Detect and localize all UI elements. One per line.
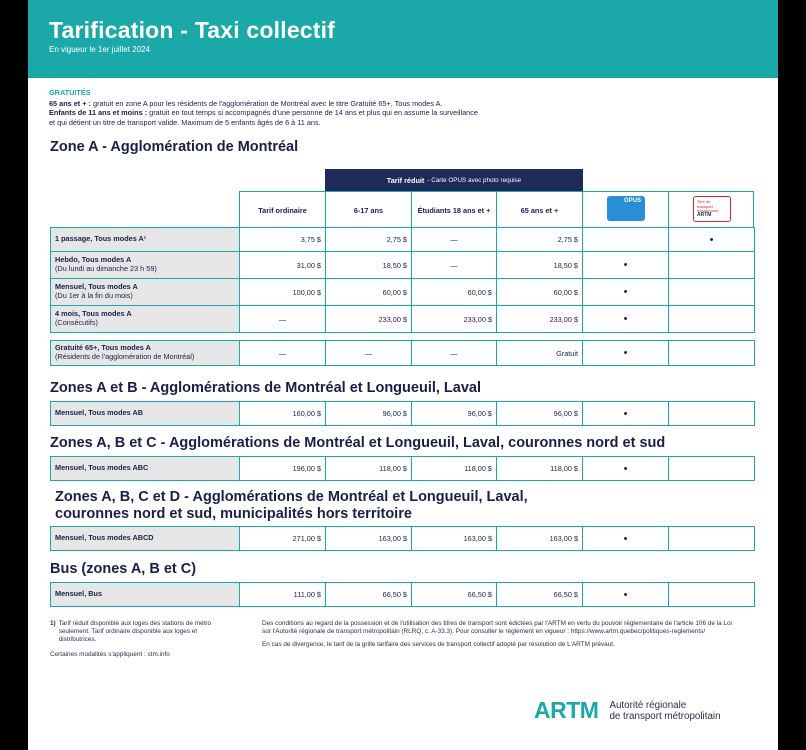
seniors-price: 163,00 $: [497, 527, 583, 551]
occasional-availability: [669, 402, 755, 426]
seniors-free-line: 65 ans et + : gratuit en zone A pour les résidents de l'agglomération de Montréal avec le titre Gratuité 65+, Tous modes A.: [49, 98, 443, 108]
regular-price: 31,00 $: [240, 252, 326, 279]
students-price: —: [412, 228, 497, 252]
students-price: 66,50 $: [412, 583, 497, 607]
legal-notes: [262, 620, 740, 650]
artm-logo-mark: ARTM: [534, 697, 599, 723]
regular-price: —: [240, 341, 326, 366]
age-price: 118,00 $: [326, 457, 412, 481]
occasional-availability: [669, 306, 755, 333]
zone-abcd-title: Zones A, B, C et D - Agglomérations de Montréal et Longueuil, Laval, couronnes nord et sud, municipalités hors territoire: [55, 489, 528, 522]
students-price: 60,00 $: [412, 279, 497, 306]
students-price: 163,00 $: [412, 527, 497, 551]
zone-abcd-table: [50, 526, 755, 551]
opus-availability: •: [583, 341, 669, 366]
seniors-price: 96,00 $: [497, 402, 583, 426]
reduced-fare-banner: Tarif réduit - Carte OPUS avec photo requise: [325, 169, 583, 191]
students-price: 96,00 $: [412, 402, 497, 426]
legal-text-1: Des conditions au regard de la possession et de l'utilisation des titres de transport sont édictées par l'ARTM en vertu du pouvoir réglementaire de l'article 106 de la Loi sur l'Autorité régionale de transport métropolitain (RLRQ, c. A-33.3). Pour consulter le règlement en vigueur : https://www.artm.quebec/politiques-reglements/: [262, 620, 732, 636]
table-row: [51, 527, 755, 551]
table-row: [51, 583, 755, 607]
seniors-price: 118,00 $: [497, 457, 583, 481]
table-row: [51, 341, 755, 366]
free-fares-section: [49, 88, 569, 127]
row-label: Mensuel, Tous modes AB: [51, 402, 240, 426]
bus-table: [50, 582, 755, 607]
row-label: Mensuel, Tous modes A (Du 1er à la fin du mois): [51, 279, 240, 306]
footnote-1: 1) Tarif réduit disponible aux loges des stations de métro seulement. Tarif ordinaire disponible aux loges et distributrices. Certaines modalités s'appliquent : stm.info: [50, 620, 230, 659]
students-price: —: [412, 341, 497, 366]
table-row: [51, 402, 755, 426]
zone-a-table: [50, 227, 755, 333]
col-regular: Tarif ordinaire: [258, 205, 307, 215]
occasional-availability: •: [669, 228, 755, 252]
header-banner: [28, 0, 778, 78]
row-label: Hebdo, Tous modes A (Du lundi au dimanche 23 h 59): [51, 252, 240, 279]
bus-title: Bus (zones A, B et C): [50, 561, 197, 577]
free-fares-title: GRATUITÉS: [49, 88, 91, 97]
opus-availability: •: [583, 402, 669, 426]
opus-card-icon: OPUS: [607, 196, 645, 221]
effective-date: En vigueur le 1er juillet 2024: [49, 45, 150, 54]
row-label: Mensuel, Tous modes ABC: [51, 457, 240, 481]
tariff-sheet: [28, 0, 778, 750]
seniors-price: 2,75 $: [497, 228, 583, 252]
artm-logo-text: Autorité régionale de transport métropolitain: [609, 699, 721, 722]
opus-availability: •: [583, 252, 669, 279]
opus-availability: •: [583, 457, 669, 481]
students-price: 233,00 $: [412, 306, 497, 333]
occasional-availability: [669, 583, 755, 607]
opus-availability: •: [583, 583, 669, 607]
regular-price: 160,00 $: [240, 402, 326, 426]
students-price: 118,00 $: [412, 457, 497, 481]
zone-abc-title: Zones A, B et C - Agglomérations de Montréal et Longueuil, Laval, couronnes nord et sud: [50, 435, 666, 451]
regular-price: 111,00 $: [240, 583, 326, 607]
regular-price: —: [240, 306, 326, 333]
free-seniors-table: [50, 340, 755, 366]
occasional-availability: [669, 252, 755, 279]
row-label: Gratuité 65+, Tous modes A (Résidents de l'agglomération de Montréal): [51, 341, 240, 366]
zone-ab-table: [50, 401, 755, 426]
seniors-price: 60,00 $: [497, 279, 583, 306]
footnote-2: Certaines modalités s'appliquent : stm.info: [50, 650, 170, 658]
age-price: 2,75 $: [326, 228, 412, 252]
age-price: —: [326, 341, 412, 366]
opus-availability: •: [583, 306, 669, 333]
zone-abc-table: [50, 456, 755, 481]
seniors-price: 233,00 $: [497, 306, 583, 333]
age-price: 163,00 $: [326, 527, 412, 551]
legal-text-2: En cas de divergence, le tarif de la grille tarifaire des services de transport collectif adopté par résolution de L'ARTM prévaut.: [262, 641, 615, 649]
regular-price: 100,00 $: [240, 279, 326, 306]
table-row: [51, 228, 755, 252]
table-row: [51, 306, 755, 333]
zone-ab-title: Zones A et B - Agglomérations de Montréal et Longueuil, Laval: [50, 380, 482, 396]
regular-price: 271,00 $: [240, 527, 326, 551]
children-free-line: Enfants de 11 ans et moins : gratuit en tout temps si accompagnés d'une personne de 14 ans et plus qui en assume la surveillance: [49, 108, 478, 118]
age-price: 60,00 $: [326, 279, 412, 306]
opus-availability: •: [583, 527, 669, 551]
children-free-line-2: et qui détient un titre de transport valide. Maximum de 5 enfants âgés de 6 à 11 ans.: [49, 117, 321, 127]
occasional-availability: [669, 279, 755, 306]
age-price: 96,00 $: [326, 402, 412, 426]
table-row: [51, 279, 755, 306]
age-price: 66,50 $: [326, 583, 412, 607]
artm-logo: [534, 697, 721, 724]
occasional-availability: [669, 527, 755, 551]
col-seniors: 65 ans et +: [520, 205, 559, 215]
table-row: [51, 457, 755, 481]
seniors-price: 18,50 $: [497, 252, 583, 279]
seniors-price: Gratuit: [497, 341, 583, 366]
age-price: 233,00 $: [326, 306, 412, 333]
regular-price: 196,00 $: [240, 457, 326, 481]
opus-availability: •: [583, 279, 669, 306]
table-row: [51, 252, 755, 279]
page-title: Tarification - Taxi collectif: [49, 17, 336, 43]
opus-availability: [583, 228, 669, 252]
students-price: —: [412, 252, 497, 279]
regular-price: 3,75 $: [240, 228, 326, 252]
occasional-card-icon: Titre de transport occasionnel ARTM: [693, 196, 731, 222]
row-label: 1 passage, Tous modes A¹: [51, 228, 240, 252]
row-label: Mensuel, Bus: [51, 583, 240, 607]
row-label: Mensuel, Tous modes ABCD: [51, 527, 240, 551]
col-6-17: 6-17 ans: [353, 205, 384, 215]
occasional-availability: [669, 457, 755, 481]
seniors-price: 66,50 $: [497, 583, 583, 607]
row-label: 4 mois, Tous modes A (Consécutifs): [51, 306, 240, 333]
occasional-availability: [669, 341, 755, 366]
col-students: Étudiants 18 ans et +: [417, 205, 491, 215]
zone-a-title: Zone A - Agglomération de Montréal: [50, 139, 299, 155]
age-price: 18,50 $: [326, 252, 412, 279]
